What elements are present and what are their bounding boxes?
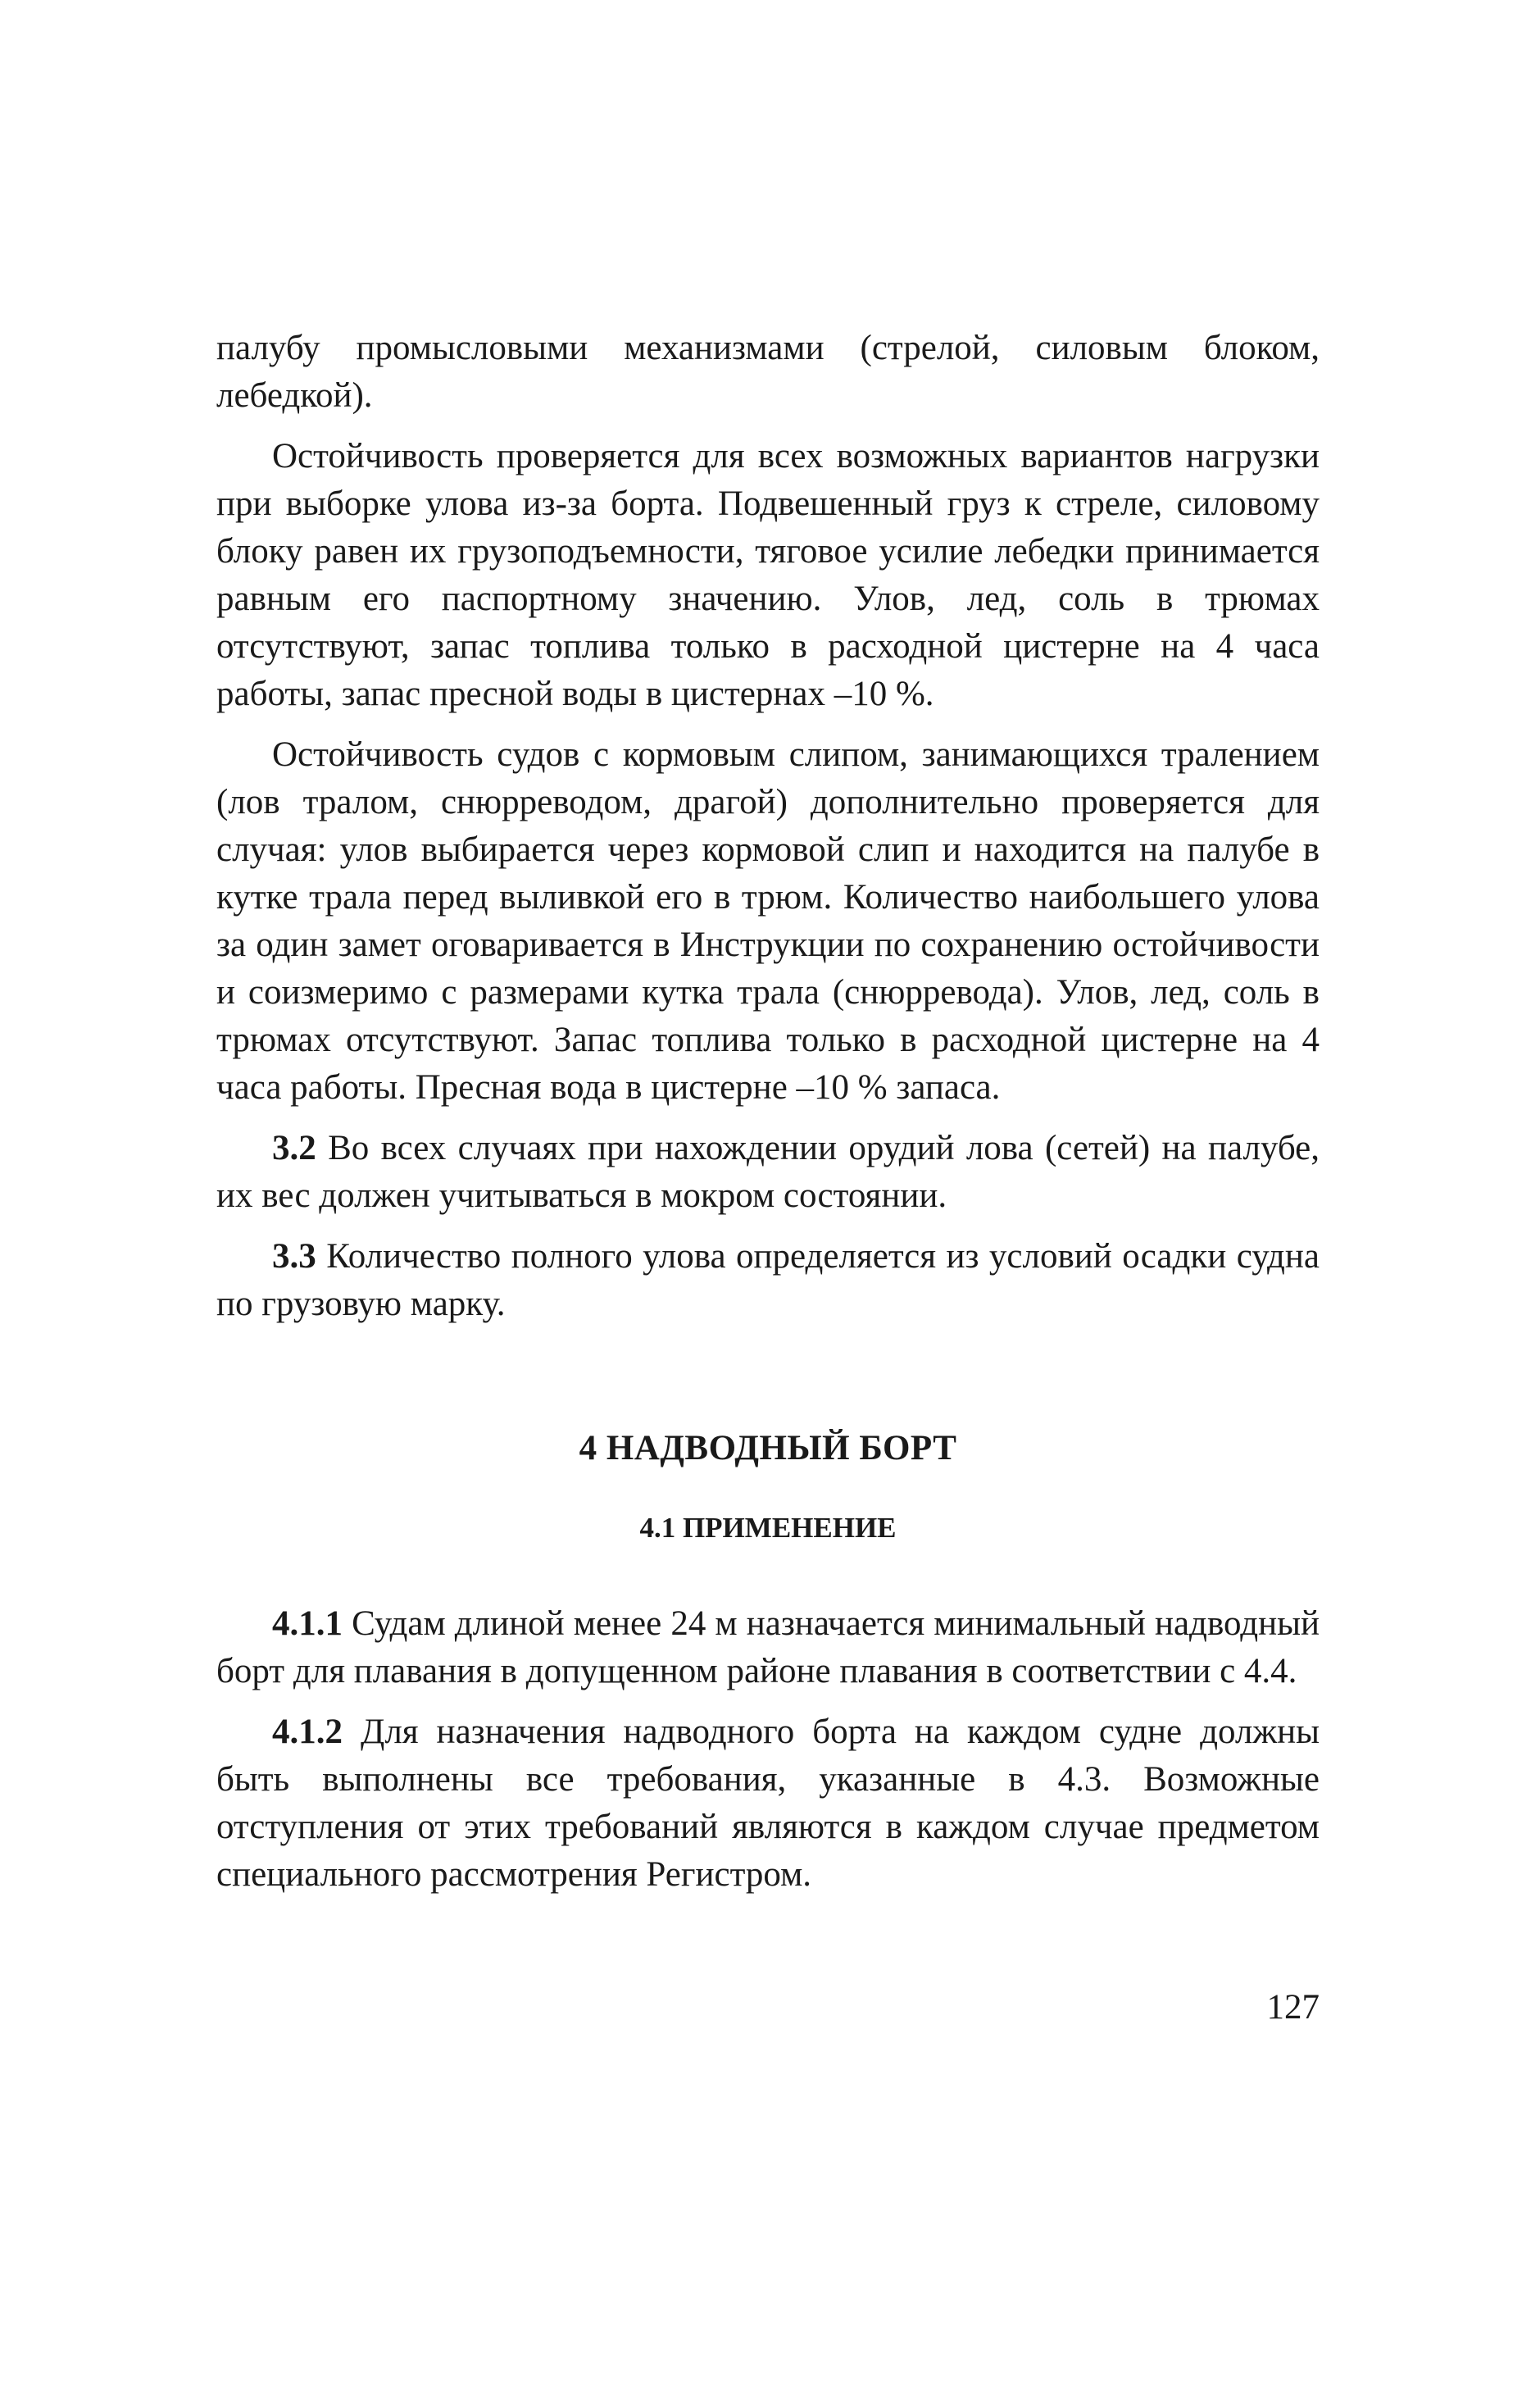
- paragraph: [216, 325, 1320, 420]
- paragraph-text: Количество полного улова определяется из условий осадки судна по грузовую марку.: [216, 1237, 1320, 1323]
- paragraph-group-top: [216, 325, 1320, 1328]
- paragraph-lead: 3.3: [272, 1237, 316, 1276]
- paragraph-text: палубу промысловыми механизмами (стрелой, силовым блоком, лебедкой).: [216, 329, 1320, 415]
- paragraph-text: Судам длиной менее 24 м назначается минимальный надводный борт для плавания в допущенном районе плавания в соответствии с 4.4.: [216, 1604, 1320, 1690]
- paragraph-text: Во всех случаях при нахождении орудий лова (сетей) на палубе, их вес должен учитываться в мокром состоянии.: [216, 1129, 1320, 1215]
- paragraph-3-3: [216, 1233, 1320, 1328]
- subsection-title: 4.1 ПРИМЕНЕНИЕ: [639, 1512, 897, 1544]
- page-body: [216, 325, 1320, 1912]
- paragraph-text: Для назначения надводного борта на каждом судне должны быть выполнены все требования, указанные в 4.3. Возможные отступления от этих требований являются в каждом случае предметом специального рассмотрения Регистром.: [216, 1713, 1320, 1894]
- paragraph-3-2: [216, 1125, 1320, 1220]
- paragraph-lead: 4.1.1: [272, 1604, 343, 1643]
- paragraph-4-1-1: [216, 1600, 1320, 1695]
- paragraph-lead: 4.1.2: [272, 1713, 343, 1751]
- paragraph-text: Остойчивость проверяется для всех возможных вариантов нагрузки при выборке улова из-за борта. Подвешенный груз к стреле, силовому блоку равен их грузоподъемности, тяговое усилие лебедки принимается равным его паспортному значению. Улов, лед, соль в трюмах отсутствуют, запас топлива только в расходной цистерне на 4 часа работы, запас пресной воды в цистернах –10 %.: [216, 437, 1320, 713]
- section-title: 4 НАДВОДНЫЙ БОРТ: [579, 1429, 957, 1467]
- paragraph-group-bottom: [216, 1600, 1320, 1899]
- page-number: 127: [1266, 1988, 1320, 2027]
- paragraph-4-1-2: [216, 1708, 1320, 1899]
- paragraph-text: Остойчивость судов с кормовым слипом, занимающихся тралением (лов тралом, снюрреводом, драгой) дополнительно проверяется для случая: улов выбирается через кормовой слип и находится на палубе в кутке трала перед выливкой его в трюм. Количество наибольшего улова за один замет оговаривается в Инструкции по сохранению остойчивости и соизмеримо с размерами кутка трала (снюрревода). Улов, лед, соль в трюмах отсутствуют. Запас топлива только в расходной цистерне на 4 часа работы. Пресная вода в цистерне –10 % запаса.: [216, 735, 1320, 1107]
- paragraph: [216, 433, 1320, 718]
- paragraph-lead: 3.2: [272, 1129, 316, 1167]
- paragraph: [216, 731, 1320, 1112]
